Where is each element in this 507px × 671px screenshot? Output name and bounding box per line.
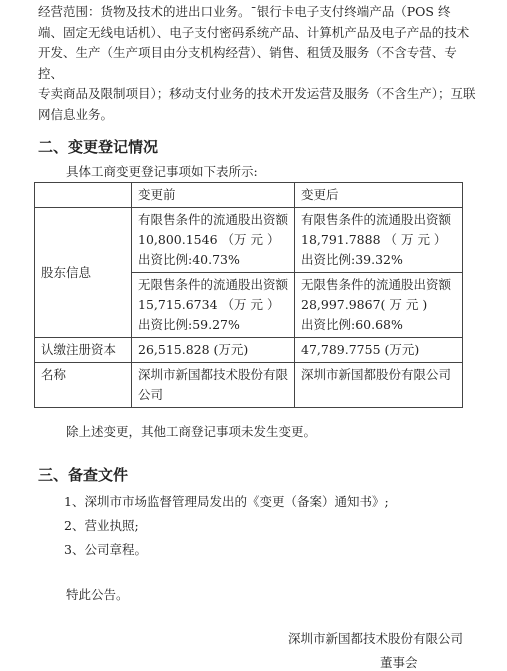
table-row: [35, 208, 463, 273]
table-row: [35, 363, 463, 408]
table-row: [35, 338, 463, 363]
header-before: 变更前: [132, 183, 295, 208]
company-name-label: 名称: [35, 363, 132, 408]
signature-company: 深圳市新国都技术股份有限公司: [288, 631, 464, 646]
registered-capital-label: 认缴注册资本: [35, 338, 132, 363]
header-empty-cell: [35, 183, 132, 208]
name-before-cell: 深圳市新国都技术股份有限 公司: [132, 363, 295, 408]
shareholder-info-label: 股东信息: [35, 208, 132, 338]
reference-doc-item: 2、营业执照;: [64, 518, 139, 533]
scope-line: 专卖商品及限制项目）；移动支付业务的技术开发运营及服务（不含生产）；互联: [38, 86, 476, 101]
table-header-row: [35, 183, 463, 208]
signature-board: 董事会: [380, 655, 418, 670]
unrestricted-after-cell: 无限售条件的流通股出资额 28,997.9867( 万 元 ) 出资比例:60.68%: [295, 273, 463, 338]
table-intro-text: 具体工商变更登记事项如下表所示:: [66, 164, 258, 179]
scope-line: 端、固定无线电话机）、电子支付密码系统产品、计算机产品及电子产品的技术: [38, 24, 470, 40]
restricted-before-cell: 有限售条件的流通股出资额 10,800.1546 （万 元 ） 出资比例:40.73%: [132, 208, 295, 273]
change-registration-table: [34, 182, 463, 408]
restricted-after-cell: 有限售条件的流通股出资额 18,791.7888 （ 万 元 ） 出资比例:39.32%: [295, 208, 463, 273]
header-after: 变更后: [295, 183, 463, 208]
unrestricted-before-cell: 无限售条件的流通股出资额 15,715.6734 （万 元 ） 出资比例:59.27%: [132, 273, 295, 338]
reference-doc-item: 3、公司章程。: [64, 542, 147, 557]
scope-line: 开发、生产（生产项目由分支机构经营）、销售、租赁及服务（不含专营、专控、: [38, 45, 457, 81]
announcement-closing: 特此公告。: [66, 587, 129, 602]
no-other-change-text: 除上述变更，其他工商登记事项未发生变更。: [66, 424, 317, 439]
scope-line: 网信息业务。: [38, 106, 114, 122]
scope-line: 经营范围：货物及技术的进出口业务。¯银行卡电子支付终端产品（POS 终: [38, 4, 451, 19]
business-scope-paragraph: [38, 2, 478, 125]
capital-before-cell: 26,515.828 (万元): [132, 338, 295, 363]
section-heading-reference-docs: 三、备查文件: [38, 466, 129, 484]
reference-doc-item: 1、深圳市市场监督管理局发出的《变更（备案）通知书》;: [64, 494, 389, 509]
name-after-cell: 深圳市新国都股份有限公司: [295, 363, 463, 408]
section-heading-change-registration: 二、变更登记情况: [38, 138, 159, 156]
capital-after-cell: 47,789.7755 (万元): [295, 338, 463, 363]
